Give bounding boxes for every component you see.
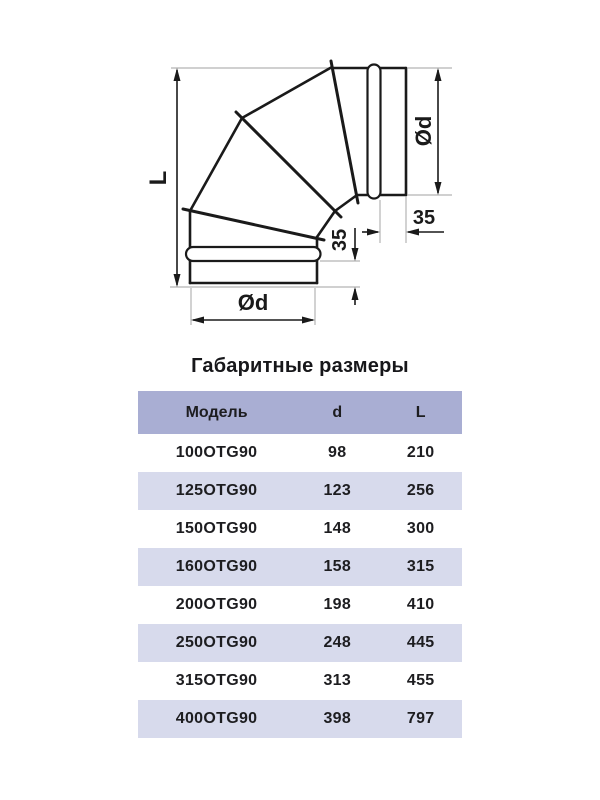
crimp-bead (368, 65, 381, 199)
arrow-up-icon (174, 68, 181, 81)
arrow-right-icon (367, 229, 380, 236)
crimp-bead (186, 247, 321, 261)
seam-line (331, 61, 358, 203)
cell-d: 248 (323, 634, 352, 651)
cell-model: 100OTG90 (175, 444, 258, 461)
length-label: L (145, 170, 172, 186)
cell-d: 123 (323, 482, 352, 499)
cell-model: 400OTG90 (175, 710, 258, 727)
cell-l: 210 (406, 444, 435, 461)
inlet-diameter-label: Ød (237, 290, 269, 315)
table-row (138, 700, 462, 738)
elbow-diagram-svg (0, 0, 600, 345)
dimension-outlet-diameter (411, 68, 442, 195)
arrow-up-icon (435, 68, 442, 81)
cell-d: 98 (328, 444, 347, 461)
col-header-d: d (295, 391, 379, 434)
col-header-l: L (379, 391, 462, 434)
arrow-down-icon (174, 274, 181, 287)
seam-line (183, 209, 324, 240)
cell-model: 250OTG90 (175, 634, 258, 651)
table-row (138, 548, 462, 586)
cell-l: 445 (406, 634, 435, 651)
table-row (138, 586, 462, 624)
arrow-down-icon (435, 182, 442, 195)
arrow-left-icon (406, 229, 419, 236)
table-row (138, 472, 462, 510)
cell-model: 200OTG90 (175, 596, 258, 613)
cell-l: 455 (406, 672, 435, 689)
cell-l: 300 (406, 520, 435, 537)
table-row (138, 510, 462, 548)
elbow-technical-drawing (0, 0, 600, 345)
dimension-inlet-flange (329, 228, 359, 305)
col-header-model: Модель (138, 391, 295, 434)
cell-d: 398 (323, 710, 352, 727)
cell-l: 315 (406, 558, 435, 575)
table-header-row (138, 391, 462, 434)
dimension-length (145, 68, 181, 287)
dimension-outlet-flange (362, 207, 444, 236)
seam-line (236, 112, 341, 217)
cell-d: 158 (323, 558, 352, 575)
table-row (138, 662, 462, 700)
dimension-inlet-diameter (191, 290, 315, 324)
cell-l: 256 (406, 482, 435, 499)
cell-model: 150OTG90 (175, 520, 258, 537)
cell-l: 410 (406, 596, 435, 613)
cell-model: 315OTG90 (175, 672, 258, 689)
arrow-left-icon (191, 317, 204, 324)
cell-d: 198 (323, 596, 352, 613)
outlet-flange-label: 35 (412, 207, 436, 229)
cell-model: 125OTG90 (175, 482, 258, 499)
table-row (138, 624, 462, 662)
extension-lines (170, 68, 452, 325)
section-title: Габаритные размеры (191, 355, 409, 377)
inlet-flange-label: 35 (329, 228, 351, 252)
cell-d: 148 (323, 520, 352, 537)
cell-d: 313 (323, 672, 352, 689)
elbow-body (183, 61, 406, 283)
arrow-down-icon (352, 248, 359, 261)
arrow-right-icon (302, 317, 315, 324)
dimensions-table (138, 391, 462, 738)
table-row (138, 434, 462, 472)
cell-l: 797 (406, 710, 435, 727)
cell-model: 160OTG90 (175, 558, 258, 575)
outlet-diameter-label: Ød (411, 115, 436, 147)
arrow-up-icon (352, 287, 359, 300)
